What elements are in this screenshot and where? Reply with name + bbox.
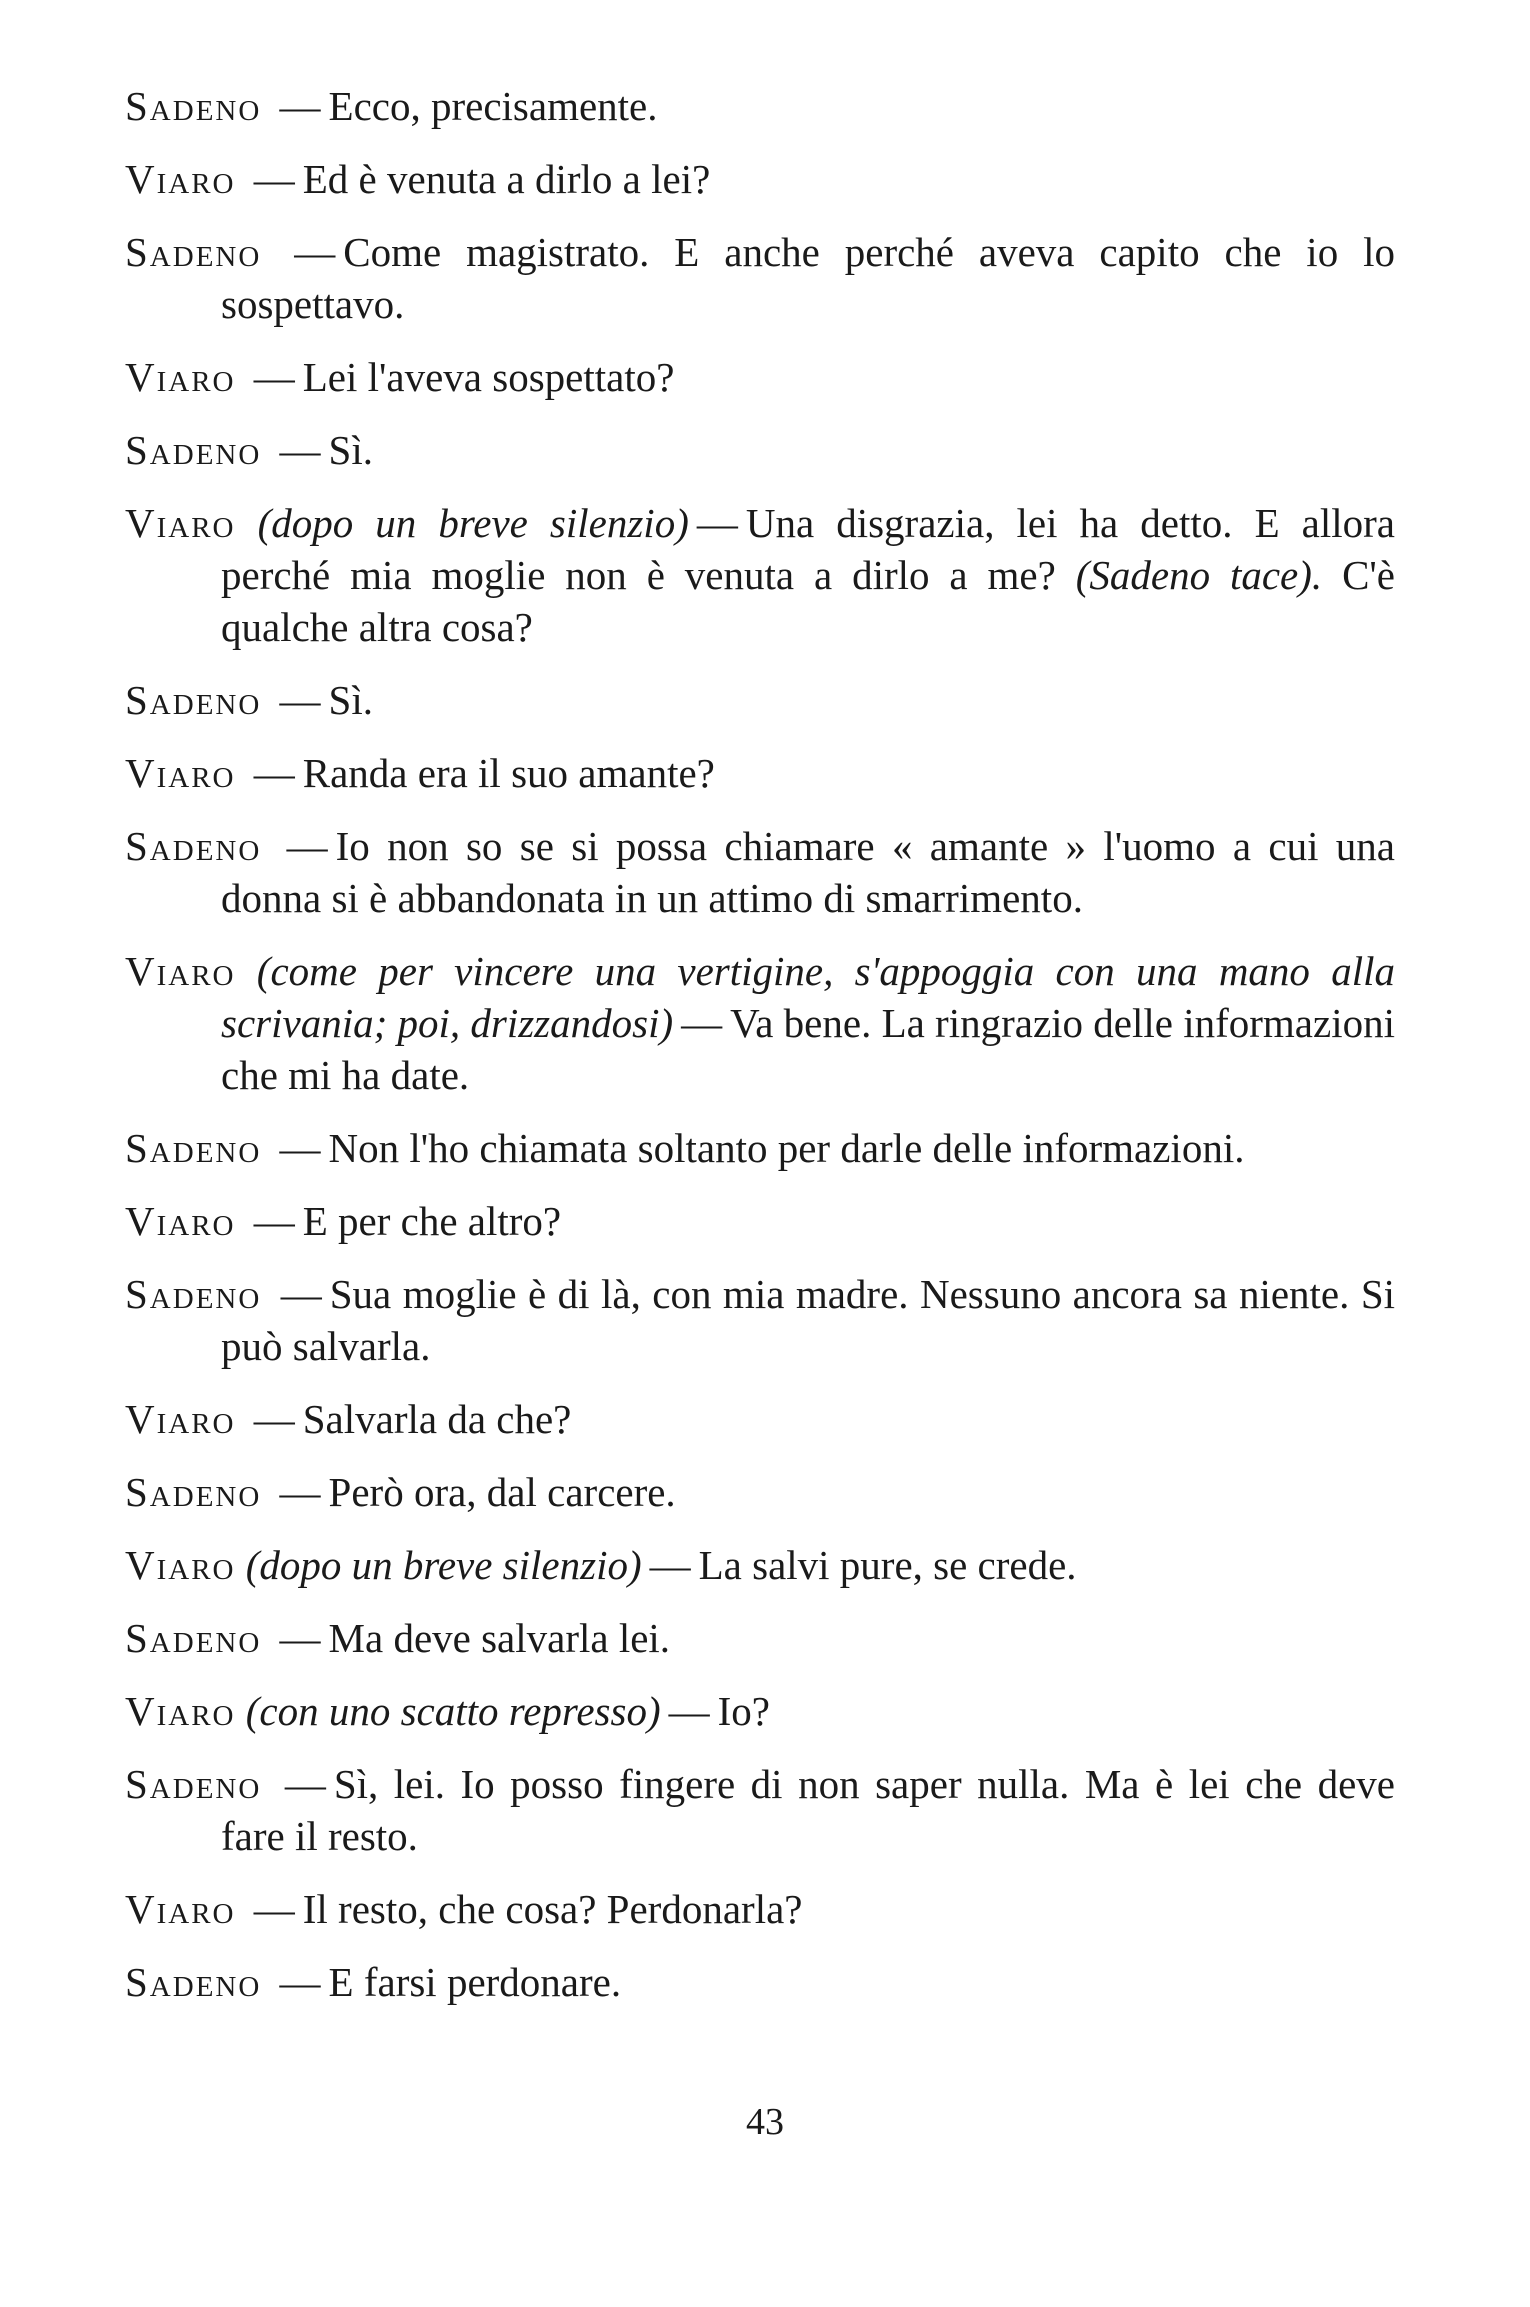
dialogue-line	[125, 1393, 1395, 1445]
stage-direction: (dopo un breve silenzio)	[257, 500, 689, 546]
dialogue-line	[125, 351, 1395, 403]
dialogue-line	[125, 153, 1395, 205]
dialogue-text: Sì.	[328, 427, 373, 473]
dialogue-text: E per che altro?	[302, 1198, 562, 1244]
dialogue-line	[125, 1685, 1395, 1737]
dialogue-line	[125, 1956, 1395, 2008]
stage-direction: (dopo un breve silenzio)	[245, 1542, 642, 1588]
speaker-name: Sadeno	[125, 229, 262, 275]
dialogue-line	[125, 1122, 1395, 1174]
dash: —	[279, 1125, 321, 1171]
dialogue-text: Ecco, precisamente.	[328, 83, 658, 129]
dialogue-line	[125, 1268, 1395, 1372]
stage-direction: (Sadeno tace).	[1075, 552, 1323, 598]
dialogue-text: C'è qualche altra cosa?	[221, 552, 1396, 650]
stage-direction: (come per vincere una vertigine, s'appoggia con una mano alla scrivania; poi, drizzandosi)	[221, 948, 1396, 1046]
dialogue-text: La salvi pure, se crede.	[698, 1542, 1077, 1588]
speaker-name: Sadeno	[125, 1615, 262, 1661]
speaker-name: Sadeno	[125, 1761, 262, 1807]
dialogue-text: Come magistrato. E anche perché aveva capito che io lo sospettavo.	[221, 229, 1396, 327]
dialogue-line	[125, 747, 1395, 799]
speaker-name: Viaro	[125, 1886, 236, 1932]
dialogue-line	[125, 80, 1395, 132]
dash: —	[681, 1000, 723, 1046]
dialogue-text: Lei l'aveva sospettato?	[302, 354, 675, 400]
dialogue-text: Io?	[717, 1688, 770, 1734]
speaker-name: Sadeno	[125, 677, 262, 723]
dialogue-line	[125, 1612, 1395, 1664]
dash: —	[253, 1886, 295, 1932]
dash: —	[253, 1198, 295, 1244]
dialogue-line	[125, 1758, 1395, 1862]
speaker-name: Viaro	[125, 156, 236, 202]
dash: —	[253, 750, 295, 796]
dialogue-text: Però ora, dal carcere.	[328, 1469, 676, 1515]
dash: —	[253, 1396, 295, 1442]
dash: —	[253, 354, 295, 400]
dialogue-line	[125, 1195, 1395, 1247]
speaker-name: Sadeno	[125, 83, 262, 129]
dash: —	[284, 1761, 326, 1807]
dialogue-text: Sì.	[328, 677, 373, 723]
page-number: 43	[746, 2101, 784, 2143]
speaker-name: Sadeno	[125, 1469, 262, 1515]
dialogue-text: Sua moglie è di là, con mia madre. Nessuno ancora sa niente. Si può salvarla.	[221, 1271, 1396, 1369]
dialogue-line	[125, 674, 1395, 726]
dialogue-text: Il resto, che cosa? Perdonarla?	[302, 1886, 803, 1932]
speaker-name: Viaro	[125, 500, 236, 546]
speaker-name: Viaro	[125, 354, 236, 400]
dialogue-line	[125, 424, 1395, 476]
dialogue-text: Va bene. La ringrazio delle informazioni che mi ha date.	[221, 1000, 1395, 1098]
dash: —	[294, 229, 336, 275]
dialogue-line	[125, 1883, 1395, 1935]
dash: —	[696, 500, 738, 546]
dash: —	[279, 1959, 321, 2005]
speaker-name: Viaro	[125, 1688, 236, 1734]
dash: —	[279, 427, 321, 473]
stage-direction: (con uno scatto represso)	[245, 1688, 661, 1734]
speaker-name: Sadeno	[125, 823, 262, 869]
dash: —	[286, 823, 328, 869]
dash: —	[279, 1469, 321, 1515]
dash: —	[280, 1271, 322, 1317]
dialogue-line	[125, 497, 1395, 653]
speaker-name: Viaro	[125, 750, 236, 796]
dialogue-line	[125, 1539, 1395, 1591]
dialogue-text: Ed è venuta a dirlo a lei?	[302, 156, 711, 202]
dialogue-text: Randa era il suo amante?	[302, 750, 715, 796]
dash: —	[279, 677, 321, 723]
speaker-name: Sadeno	[125, 427, 262, 473]
dialogue-line	[125, 226, 1395, 330]
speaker-name: Viaro	[125, 948, 236, 994]
speaker-name: Sadeno	[125, 1959, 262, 2005]
dialogue-line	[125, 945, 1395, 1101]
dialogue-text: Non l'ho chiamata soltanto per darle delle informazioni.	[328, 1125, 1245, 1171]
dialogue-page	[125, 80, 1395, 2029]
dash: —	[279, 1615, 321, 1661]
dialogue-text: Salvarla da che?	[302, 1396, 572, 1442]
speaker-name: Viaro	[125, 1198, 236, 1244]
dialogue-text: E farsi perdonare.	[328, 1959, 622, 2005]
dash: —	[668, 1688, 710, 1734]
dialogue-line	[125, 1466, 1395, 1518]
speaker-name: Sadeno	[125, 1125, 262, 1171]
dialogue-line	[125, 820, 1395, 924]
speaker-name: Viaro	[125, 1396, 236, 1442]
dialogue-text: Una disgrazia, lei ha detto. E allora perché mia moglie non è venuta a dirlo a me?	[221, 500, 1395, 598]
dash: —	[253, 156, 295, 202]
speaker-name: Sadeno	[125, 1271, 262, 1317]
dash: —	[279, 83, 321, 129]
dialogue-text: Ma deve salvarla lei.	[328, 1615, 671, 1661]
dialogue-text: Sì, lei. Io posso fingere di non saper nulla. Ma è lei che deve fare il resto.	[221, 1761, 1395, 1859]
speaker-name: Viaro	[125, 1542, 236, 1588]
dash: —	[649, 1542, 691, 1588]
dialogue-text: Io non so se si possa chiamare « amante » l'uomo a cui una donna si è abbandonata in un attimo di smarrimento.	[221, 823, 1395, 921]
